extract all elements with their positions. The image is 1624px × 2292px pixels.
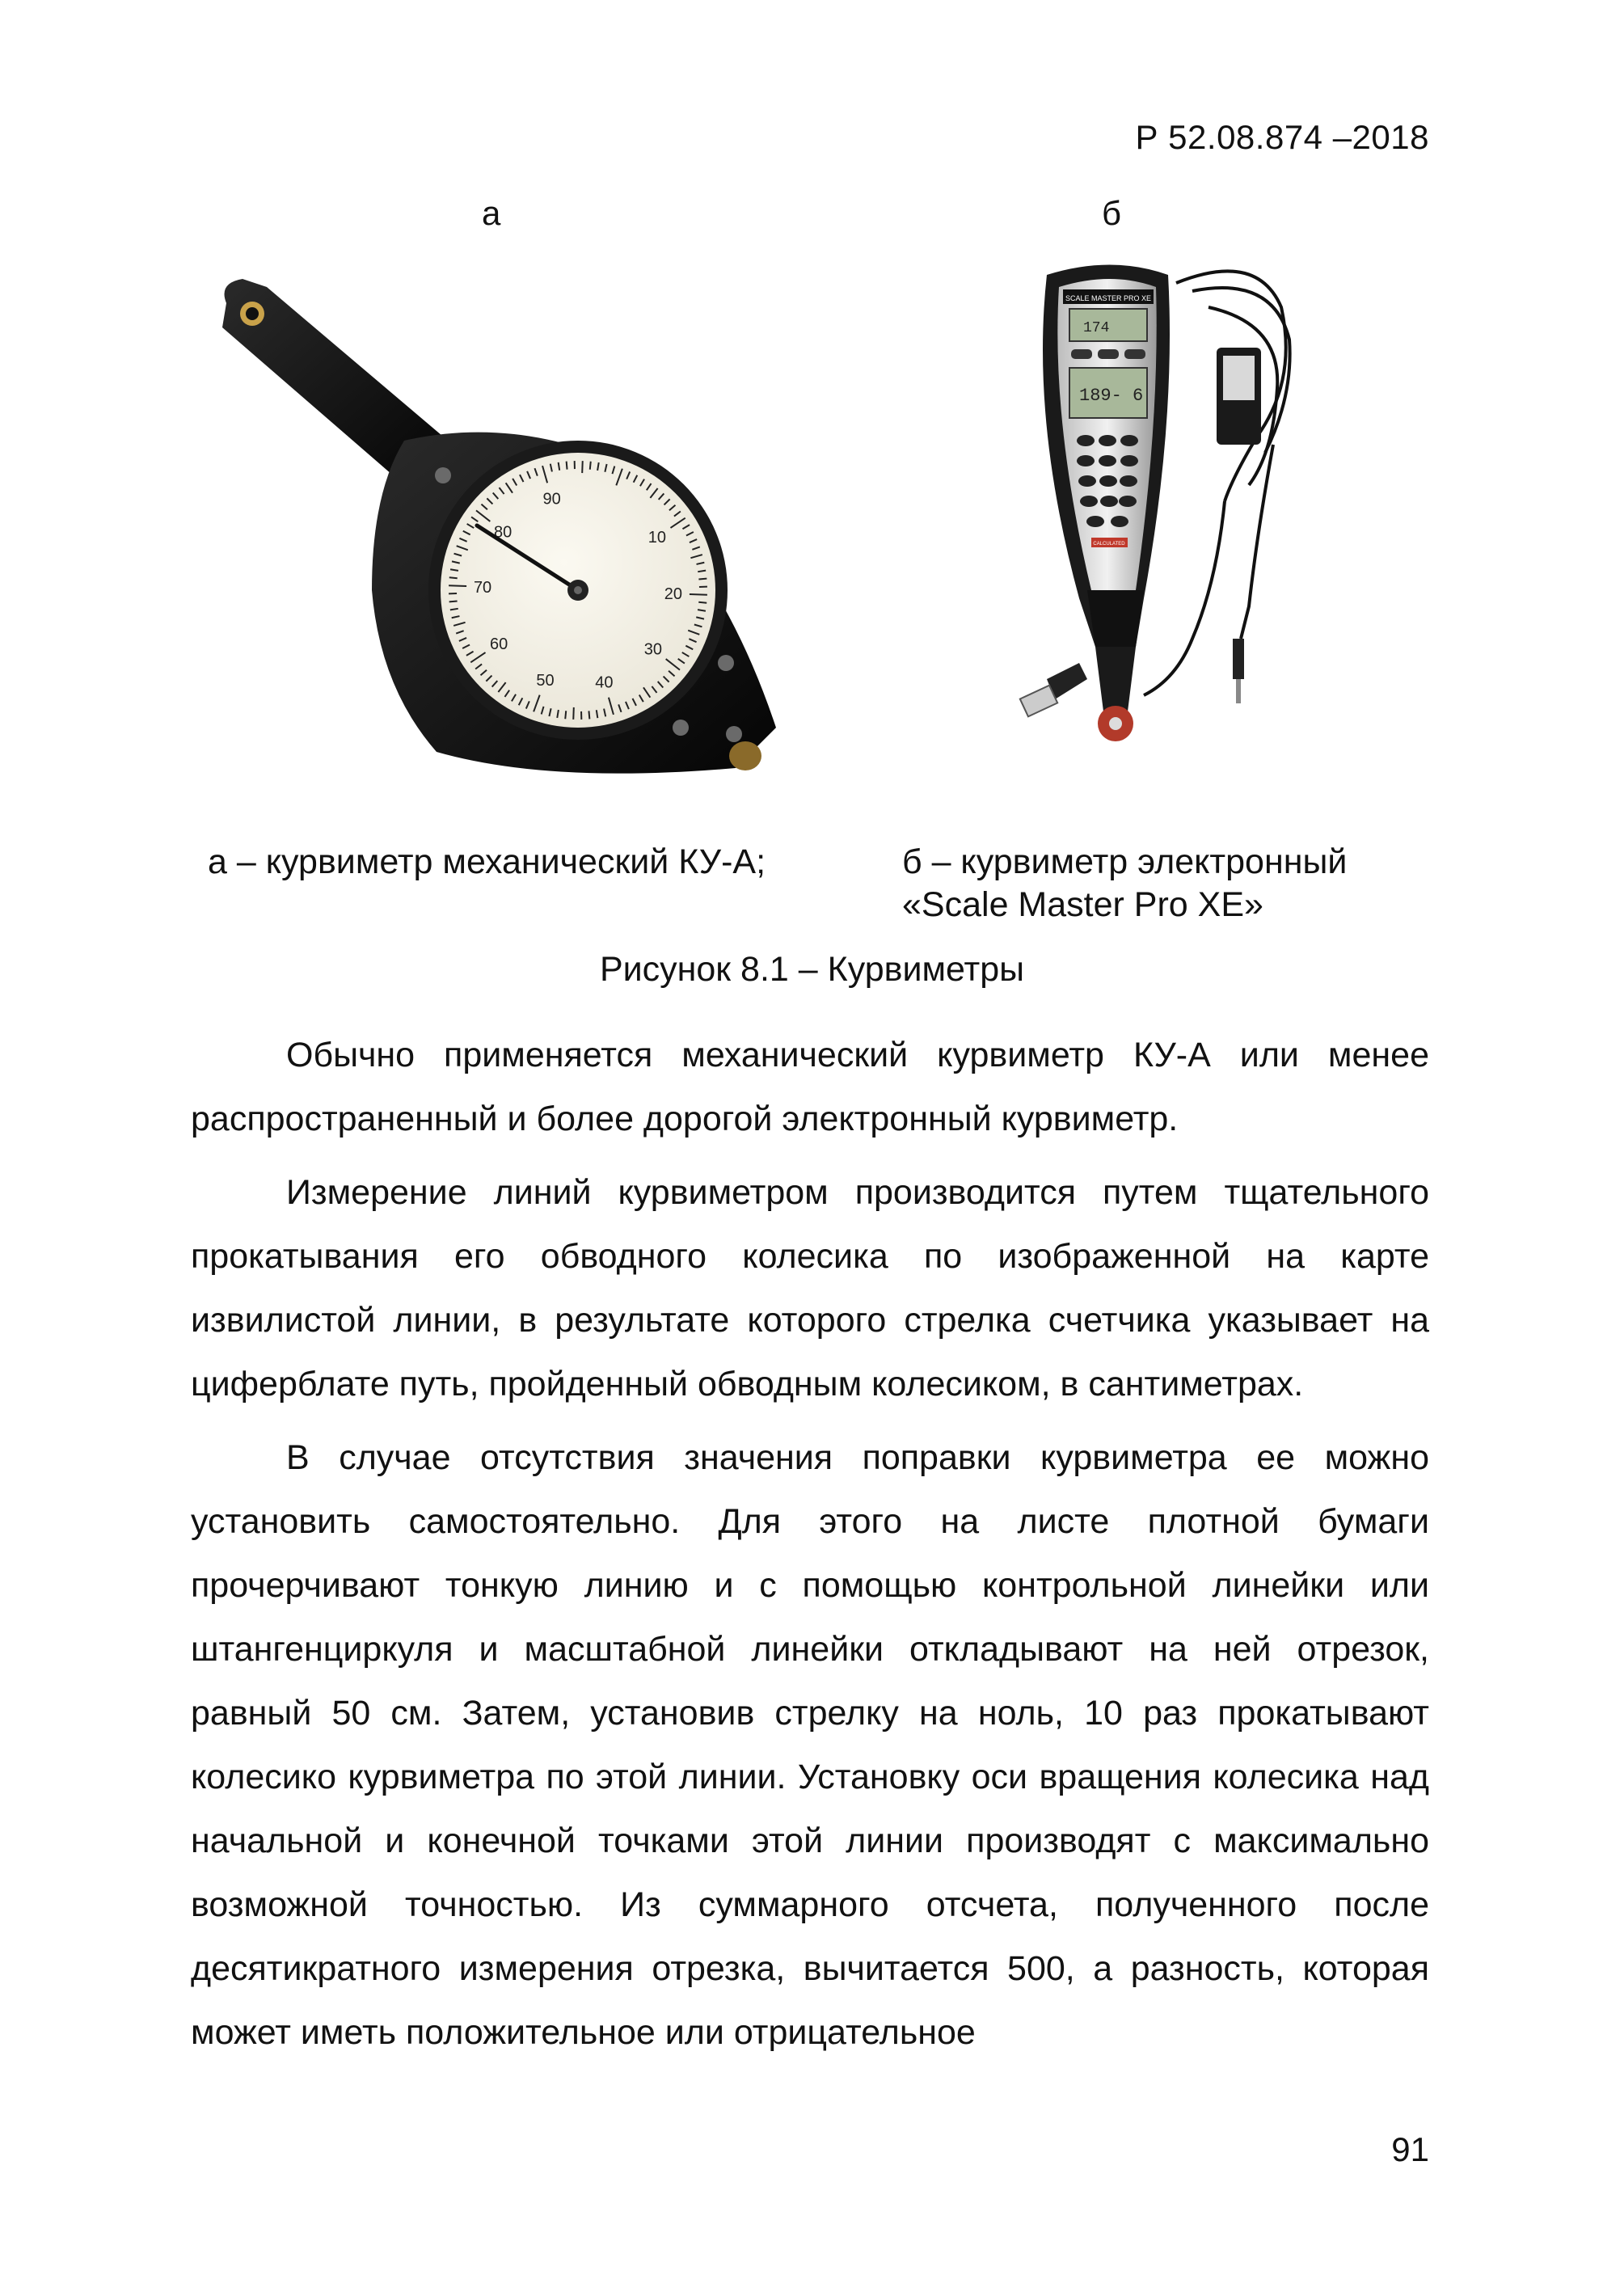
paragraph: В случае отсутствия значения поправки курвиметра ее можно установить самостоятельно. Для этого на листе плотной бумаги прочерчивают тонкую линию и с помощью контрольной линейки или штангенциркуля и масштабной линейки откладывают на ней отрезок, равный 50 см. Затем, установив стрелку на ноль, 10 раз прокатывают колесико курвиметра по этой линии. Установку оси вращения колесика над начальной и конечной точками этой линии производят с максимально возможной точностью. Из суммарного отсчета, полученного после десятикратного измерения отрезка, вычитается 500, а разность, которая может иметь положительное или отрицательное [191,1438,1429,2052]
dial-tick [565,711,566,719]
dial-number: 90 [542,490,561,509]
dial-tick [449,585,466,586]
figure-title: Рисунок 8.1 – Курвиметры [599,950,1025,989]
dial-number: 40 [595,673,614,692]
device-brand-text: SCALE MASTER PRO XE [1065,294,1152,302]
dial-tick [573,707,574,720]
paragraph: Измерение линий курвиметром производится путем тщательного прокатывания его обводного колесика по изображенной на карте извилистой линии, в результате которого стрелка счетчика указывает на циферблате путь, пройденный обводным колесиком, в сантиметрах. [191,1173,1429,1403]
figure-caption-b [902,841,1347,927]
figure-caption-a: а – курвиметр механический КУ-А; [208,842,766,881]
dial-tick [449,577,458,578]
dial-tick [588,711,589,719]
figure-caption-b-line2: «Scale Master Pro XE» [902,885,1263,924]
dial-number: 70 [473,578,492,597]
dial-number: 50 [536,671,555,690]
dial-number: 20 [664,585,683,604]
figure-label-b: б [1102,194,1122,232]
dial-tick [690,594,707,595]
figure-label-a: а [482,194,501,232]
dial-number: 60 [489,635,508,653]
body-text [191,1024,1429,2075]
figure-caption-b-line1: б – курвиметр электронный [902,842,1348,881]
paragraph: Обычно применяется механический курвиметр КУ-А или менее распространенный и более дорогой электронный курвиметр. [191,1036,1429,1138]
dial-number: 80 [493,523,513,542]
document-number: Р 52.08.874 –2018 [1135,118,1429,156]
device-screen-main-text: 189- 6 [1079,386,1144,406]
dial-number: 10 [647,529,667,547]
device-footer-text: CALCULATED [1093,542,1125,547]
dial-tick [698,602,707,603]
dial-tick [590,462,591,470]
mechanical-curvimeter-image [210,267,808,800]
device-screen-top-text: 174 [1083,320,1110,336]
electronic-curvimeter-image [1014,259,1322,800]
page-number: 91 [1391,2130,1429,2168]
dial-tick [698,579,707,580]
dial-tick [582,461,583,473]
dial-number: 30 [643,640,663,659]
